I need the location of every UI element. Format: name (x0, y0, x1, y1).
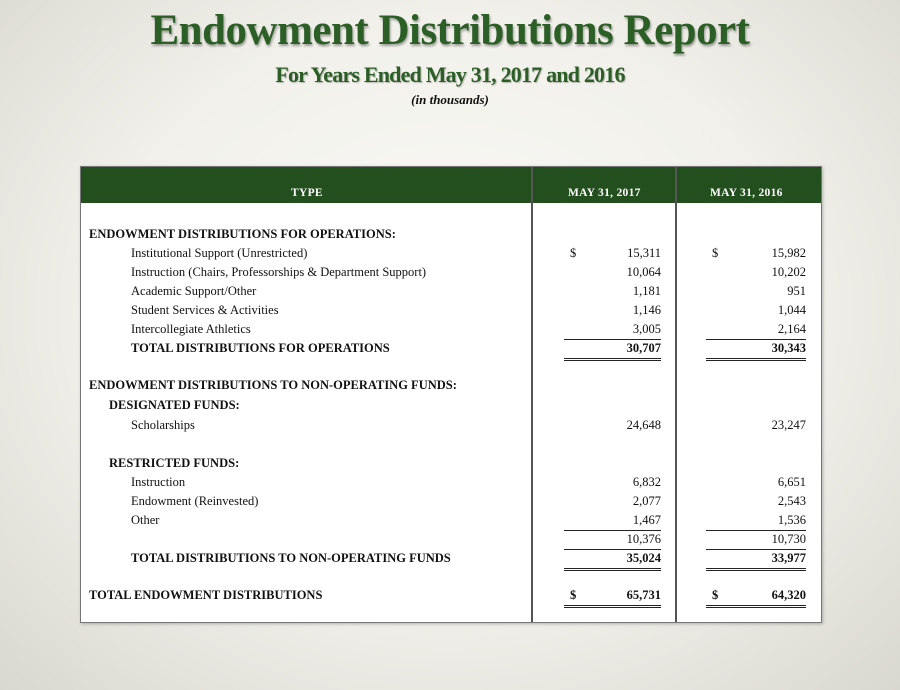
restricted-heading: RESTRICTED FUNDS: (109, 456, 240, 470)
grand-total-2016: 64,320 (706, 586, 806, 608)
value-2017: 10,064 (626, 265, 661, 279)
value-2017: 2,077 (632, 494, 661, 508)
row-label: Intercollegiate Athletics (131, 322, 251, 336)
row-label: Academic Support/Other (131, 284, 257, 298)
value-2016: 1,536 (706, 511, 806, 531)
value-2016: 23,247 (771, 418, 806, 432)
value-2017: 1,467 (564, 511, 661, 531)
distributions-table (80, 166, 822, 623)
row-label: Instruction (Chairs, Professorships & Department Support) (131, 265, 427, 279)
value-2017: 15,311 (627, 246, 661, 260)
value-2017: 6,832 (632, 475, 661, 489)
table-row (81, 511, 821, 530)
table-row (81, 473, 821, 492)
section-heading (81, 376, 821, 395)
row-label: Instruction (131, 475, 186, 489)
table-row (81, 320, 821, 339)
currency-sign: $ (570, 246, 577, 260)
row-label: Institutional Support (Unrestricted) (131, 246, 308, 260)
currency-sign: $ (712, 588, 719, 602)
subsection-heading (81, 454, 821, 473)
grand-total-row (81, 586, 821, 605)
row-label: Other (131, 513, 160, 527)
table-row (81, 263, 821, 282)
value-2016: 2,164 (706, 320, 806, 340)
row-label: TOTAL DISTRIBUTIONS TO NON-OPERATING FUNDS (131, 551, 451, 565)
value-2016: 10,202 (771, 265, 806, 279)
grand-total-2017: 65,731 (564, 586, 661, 608)
ops-heading: ENDOWMENT DISTRIBUTIONS FOR OPERATIONS: (89, 227, 396, 241)
col-header-type: TYPE (291, 187, 323, 199)
row-label: Endowment (Reinvested) (131, 494, 259, 508)
col-header-2016: MAY 31, 2016 (710, 187, 783, 199)
report-subtitle: For Years Ended May 31, 2017 and 2016 (275, 62, 625, 87)
total-2017: 30,707 (564, 339, 661, 361)
subtotal-row (81, 530, 821, 549)
subtotal-2016: 10,730 (706, 530, 806, 550)
value-2016: 1,044 (777, 303, 806, 317)
value-2016: 15,982 (771, 246, 806, 260)
row-label: TOTAL ENDOWMENT DISTRIBUTIONS (89, 588, 323, 602)
section-heading (81, 225, 821, 244)
table-row (81, 244, 821, 263)
currency-sign: $ (570, 588, 577, 602)
table-row (81, 282, 821, 301)
table-row (81, 301, 821, 320)
report-title: Endowment Distributions Report (150, 7, 750, 54)
value-2016: 6,651 (777, 475, 806, 489)
value-2016: 951 (787, 284, 806, 298)
units-note: (in thousands) (411, 92, 489, 107)
col-header-2017: MAY 31, 2017 (568, 187, 641, 199)
table-header (81, 167, 821, 203)
subtotal-row (81, 339, 821, 358)
row-label: Scholarships (131, 418, 195, 432)
table-row (81, 416, 821, 435)
value-2017: 1,181 (632, 284, 661, 298)
total-2016: 33,977 (706, 549, 806, 571)
total-2016: 30,343 (706, 339, 806, 361)
row-label: TOTAL DISTRIBUTIONS FOR OPERATIONS (131, 341, 390, 355)
value-2017: 24,648 (626, 418, 661, 432)
row-label: Student Services & Activities (131, 303, 279, 317)
subsection-heading (81, 396, 821, 415)
subtotal-2017: 10,376 (564, 530, 661, 550)
value-2017: 1,146 (632, 303, 661, 317)
subtotal-row (81, 549, 821, 568)
value-2016: 2,543 (777, 494, 806, 508)
nonops-heading: ENDOWMENT DISTRIBUTIONS TO NON-OPERATING FUNDS: (89, 378, 457, 392)
currency-sign: $ (712, 246, 719, 260)
table-row (81, 492, 821, 511)
value-2017: 3,005 (564, 320, 661, 340)
designated-heading: DESIGNATED FUNDS: (109, 398, 240, 412)
total-2017: 35,024 (564, 549, 661, 571)
